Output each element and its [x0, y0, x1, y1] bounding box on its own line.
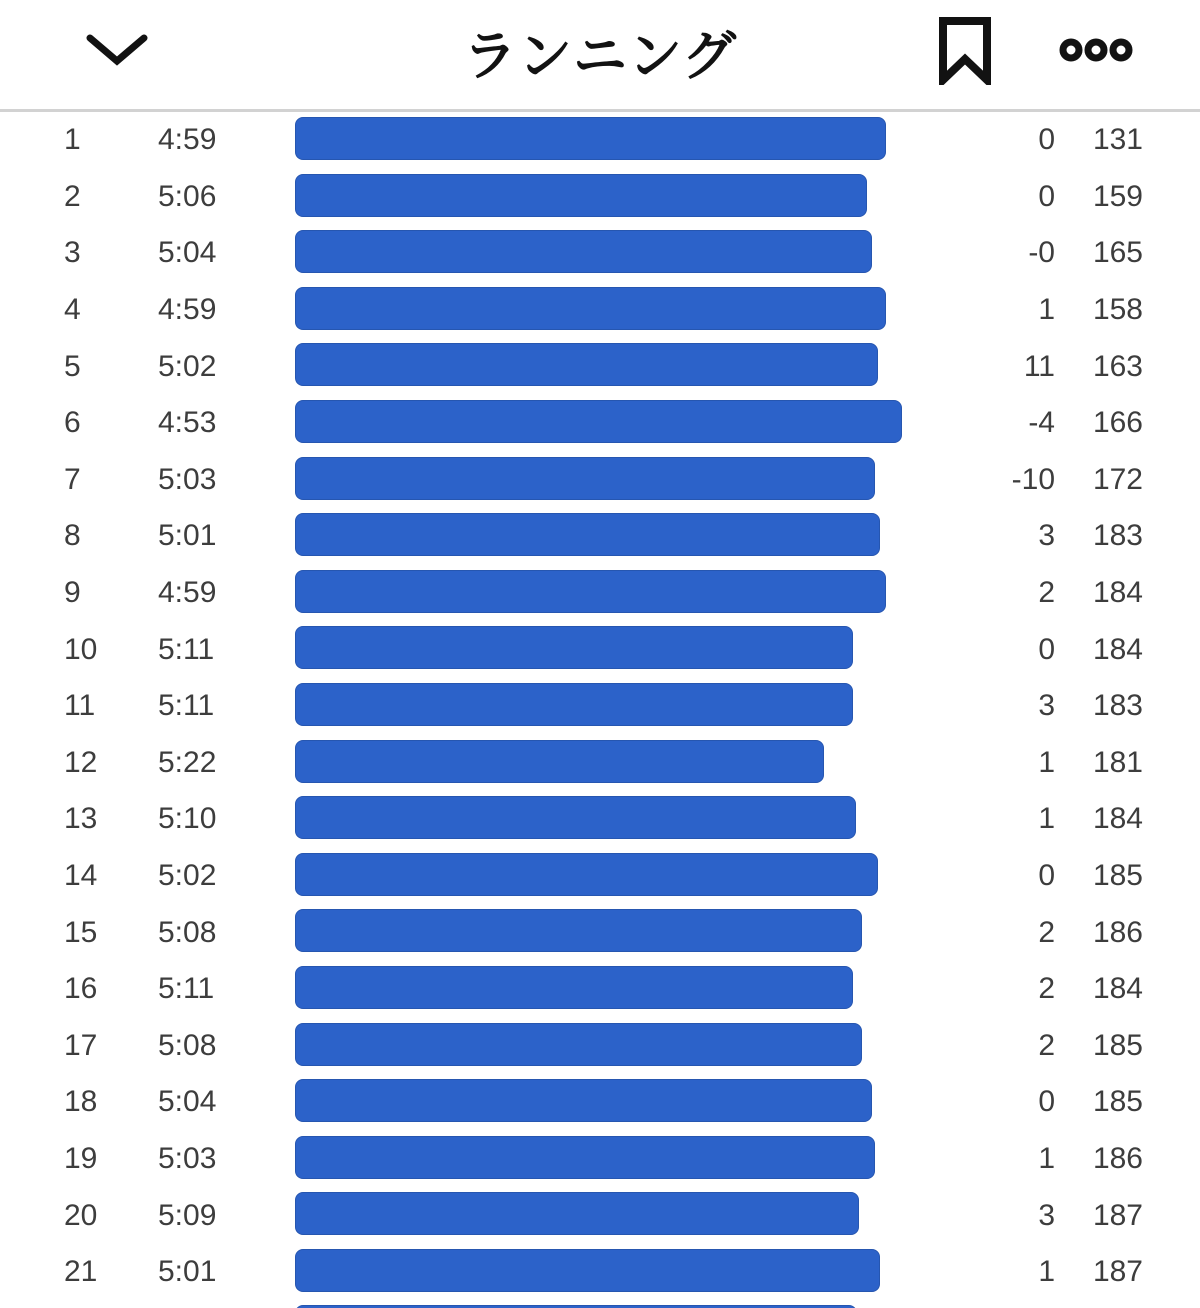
lap-row — [0, 848, 1200, 905]
lap-elevation-value: 3 — [1038, 689, 1055, 723]
lap-number: 8 — [64, 519, 81, 553]
lap-row — [0, 1018, 1200, 1075]
lap-elevation-value: 11 — [1023, 349, 1055, 383]
lap-row — [0, 395, 1200, 452]
lap-number: 5 — [64, 349, 81, 383]
lap-number: 7 — [64, 462, 81, 496]
lap-pace: 5:04 — [158, 1085, 217, 1119]
lap-number: 21 — [64, 1255, 98, 1289]
lap-elevation-value: 0 — [1038, 859, 1055, 893]
lap-pace: 5:03 — [158, 462, 217, 496]
lap-heart-rate: 172 — [1092, 462, 1143, 496]
lap-list — [0, 112, 1200, 1300]
lap-pace: 4:59 — [158, 293, 217, 327]
bookmark-button[interactable] — [936, 16, 994, 88]
lap-pace: 5:01 — [158, 519, 217, 553]
lap-pace-bar — [295, 853, 878, 896]
lap-elevation-value: 2 — [1038, 1028, 1055, 1062]
lap-pace-bar — [295, 796, 856, 839]
lap-pace-bar — [295, 570, 886, 613]
lap-elevation-value: 3 — [1038, 1198, 1055, 1232]
lap-heart-rate: 183 — [1092, 689, 1143, 723]
lap-pace: 5:03 — [158, 1141, 217, 1175]
lap-pace-bar — [295, 513, 880, 556]
lap-number: 20 — [64, 1198, 98, 1232]
lap-heart-rate: 185 — [1092, 859, 1143, 893]
lap-heart-rate: 131 — [1092, 123, 1143, 157]
lap-pace: 5:01 — [158, 1255, 217, 1289]
lap-elevation-value: -10 — [1011, 462, 1055, 496]
lap-number: 3 — [64, 236, 81, 270]
lap-row — [0, 1074, 1200, 1131]
lap-heart-rate: 184 — [1092, 972, 1143, 1006]
lap-heart-rate: 159 — [1092, 179, 1143, 213]
lap-heart-rate: 166 — [1092, 406, 1143, 440]
lap-number: 18 — [64, 1085, 98, 1119]
lap-number: 13 — [64, 802, 98, 836]
partial-lap-row — [0, 1300, 1200, 1308]
lap-number: 14 — [64, 859, 98, 893]
lap-heart-rate: 184 — [1092, 632, 1143, 666]
lap-pace: 5:11 — [158, 972, 215, 1006]
lap-row — [0, 1131, 1200, 1188]
lap-pace-bar — [295, 287, 886, 330]
lap-number: 15 — [64, 915, 98, 949]
lap-pace-bar — [295, 1249, 880, 1292]
lap-pace-bar — [295, 457, 875, 500]
lap-row — [0, 1187, 1200, 1244]
lap-heart-rate: 187 — [1092, 1255, 1143, 1289]
lap-pace-bar — [295, 1079, 872, 1122]
lap-number: 17 — [64, 1028, 98, 1062]
lap-number: 11 — [64, 689, 96, 723]
lap-pace: 5:22 — [158, 745, 217, 779]
lap-heart-rate: 165 — [1092, 236, 1143, 270]
lap-heart-rate: 184 — [1092, 576, 1143, 610]
lap-row — [0, 112, 1200, 169]
lap-row — [0, 735, 1200, 792]
lap-pace: 5:10 — [158, 802, 217, 836]
lap-pace: 5:08 — [158, 915, 217, 949]
lap-elevation-value: 0 — [1038, 632, 1055, 666]
lap-pace: 4:53 — [158, 406, 217, 440]
lap-elevation-value: 1 — [1038, 293, 1055, 327]
lap-row — [0, 225, 1200, 282]
lap-heart-rate: 181 — [1092, 745, 1143, 779]
lap-pace-bar — [295, 230, 872, 273]
lap-pace: 4:59 — [158, 123, 217, 157]
lap-elevation-value: 1 — [1038, 745, 1055, 779]
lap-number: 12 — [64, 745, 98, 779]
lap-elevation-value: 1 — [1038, 1255, 1055, 1289]
more-options-icon — [1059, 37, 1133, 66]
lap-elevation-value: 0 — [1038, 123, 1055, 157]
lap-heart-rate: 185 — [1092, 1085, 1143, 1119]
lap-pace: 5:02 — [158, 349, 217, 383]
lap-pace: 5:11 — [158, 632, 215, 666]
lap-row — [0, 961, 1200, 1018]
page-title: ランニング — [463, 25, 737, 86]
lap-row — [0, 565, 1200, 622]
lap-pace-bar — [295, 1136, 875, 1179]
lap-elevation-value: 0 — [1038, 1085, 1055, 1119]
lap-pace-bar — [295, 400, 902, 443]
lap-pace-bar — [295, 683, 853, 726]
lap-number: 1 — [64, 123, 81, 157]
lap-pace-bar — [295, 1192, 859, 1235]
lap-pace-bar — [295, 909, 862, 952]
lap-row — [0, 678, 1200, 735]
lap-row — [0, 508, 1200, 565]
lap-pace-bar — [295, 740, 824, 783]
lap-row — [0, 904, 1200, 961]
lap-number: 16 — [64, 972, 98, 1006]
bookmark-icon — [938, 17, 992, 88]
lap-row — [0, 791, 1200, 848]
lap-row — [0, 621, 1200, 678]
lap-pace-bar — [295, 343, 878, 386]
lap-elevation-value: 0 — [1038, 179, 1055, 213]
lap-pace: 4:59 — [158, 576, 217, 610]
lap-elevation-value: 2 — [1038, 972, 1055, 1006]
lap-heart-rate: 186 — [1092, 1141, 1143, 1175]
lap-row — [0, 282, 1200, 339]
lap-row — [0, 338, 1200, 395]
lap-heart-rate: 184 — [1092, 802, 1143, 836]
lap-pace: 5:09 — [158, 1198, 217, 1232]
lap-pace-bar — [295, 1023, 862, 1066]
lap-heart-rate: 183 — [1092, 519, 1143, 553]
lap-pace: 5:11 — [158, 689, 215, 723]
lap-elevation-value: 2 — [1038, 576, 1055, 610]
lap-elevation-value: 1 — [1038, 802, 1055, 836]
lap-heart-rate: 186 — [1092, 915, 1143, 949]
lap-heart-rate: 163 — [1092, 349, 1143, 383]
lap-elevation-value: 2 — [1038, 915, 1055, 949]
lap-elevation-value: 3 — [1038, 519, 1055, 553]
lap-pace-bar — [295, 626, 853, 669]
lap-heart-rate: 158 — [1092, 293, 1143, 327]
lap-number: 2 — [64, 179, 81, 213]
lap-elevation-value: 1 — [1038, 1141, 1055, 1175]
lap-pace: 5:08 — [158, 1028, 217, 1062]
more-options-button[interactable] — [1056, 36, 1136, 66]
lap-pace: 5:02 — [158, 859, 217, 893]
header — [0, 0, 1200, 109]
lap-pace-bar — [295, 966, 853, 1009]
lap-number: 10 — [64, 632, 98, 666]
lap-pace-bar — [295, 117, 886, 160]
lap-elevation-value: -0 — [1028, 236, 1055, 270]
lap-row — [0, 169, 1200, 226]
lap-number: 9 — [64, 576, 81, 610]
lap-heart-rate: 187 — [1092, 1198, 1143, 1232]
lap-heart-rate: 185 — [1092, 1028, 1143, 1062]
lap-pace: 5:06 — [158, 179, 217, 213]
lap-row — [0, 1244, 1200, 1301]
lap-elevation-value: -4 — [1028, 406, 1055, 440]
lap-row — [0, 452, 1200, 509]
lap-pace: 5:04 — [158, 236, 217, 270]
lap-number: 4 — [64, 293, 81, 327]
lap-number: 6 — [64, 406, 81, 440]
lap-number: 19 — [64, 1141, 98, 1175]
lap-pace-bar — [295, 174, 867, 217]
